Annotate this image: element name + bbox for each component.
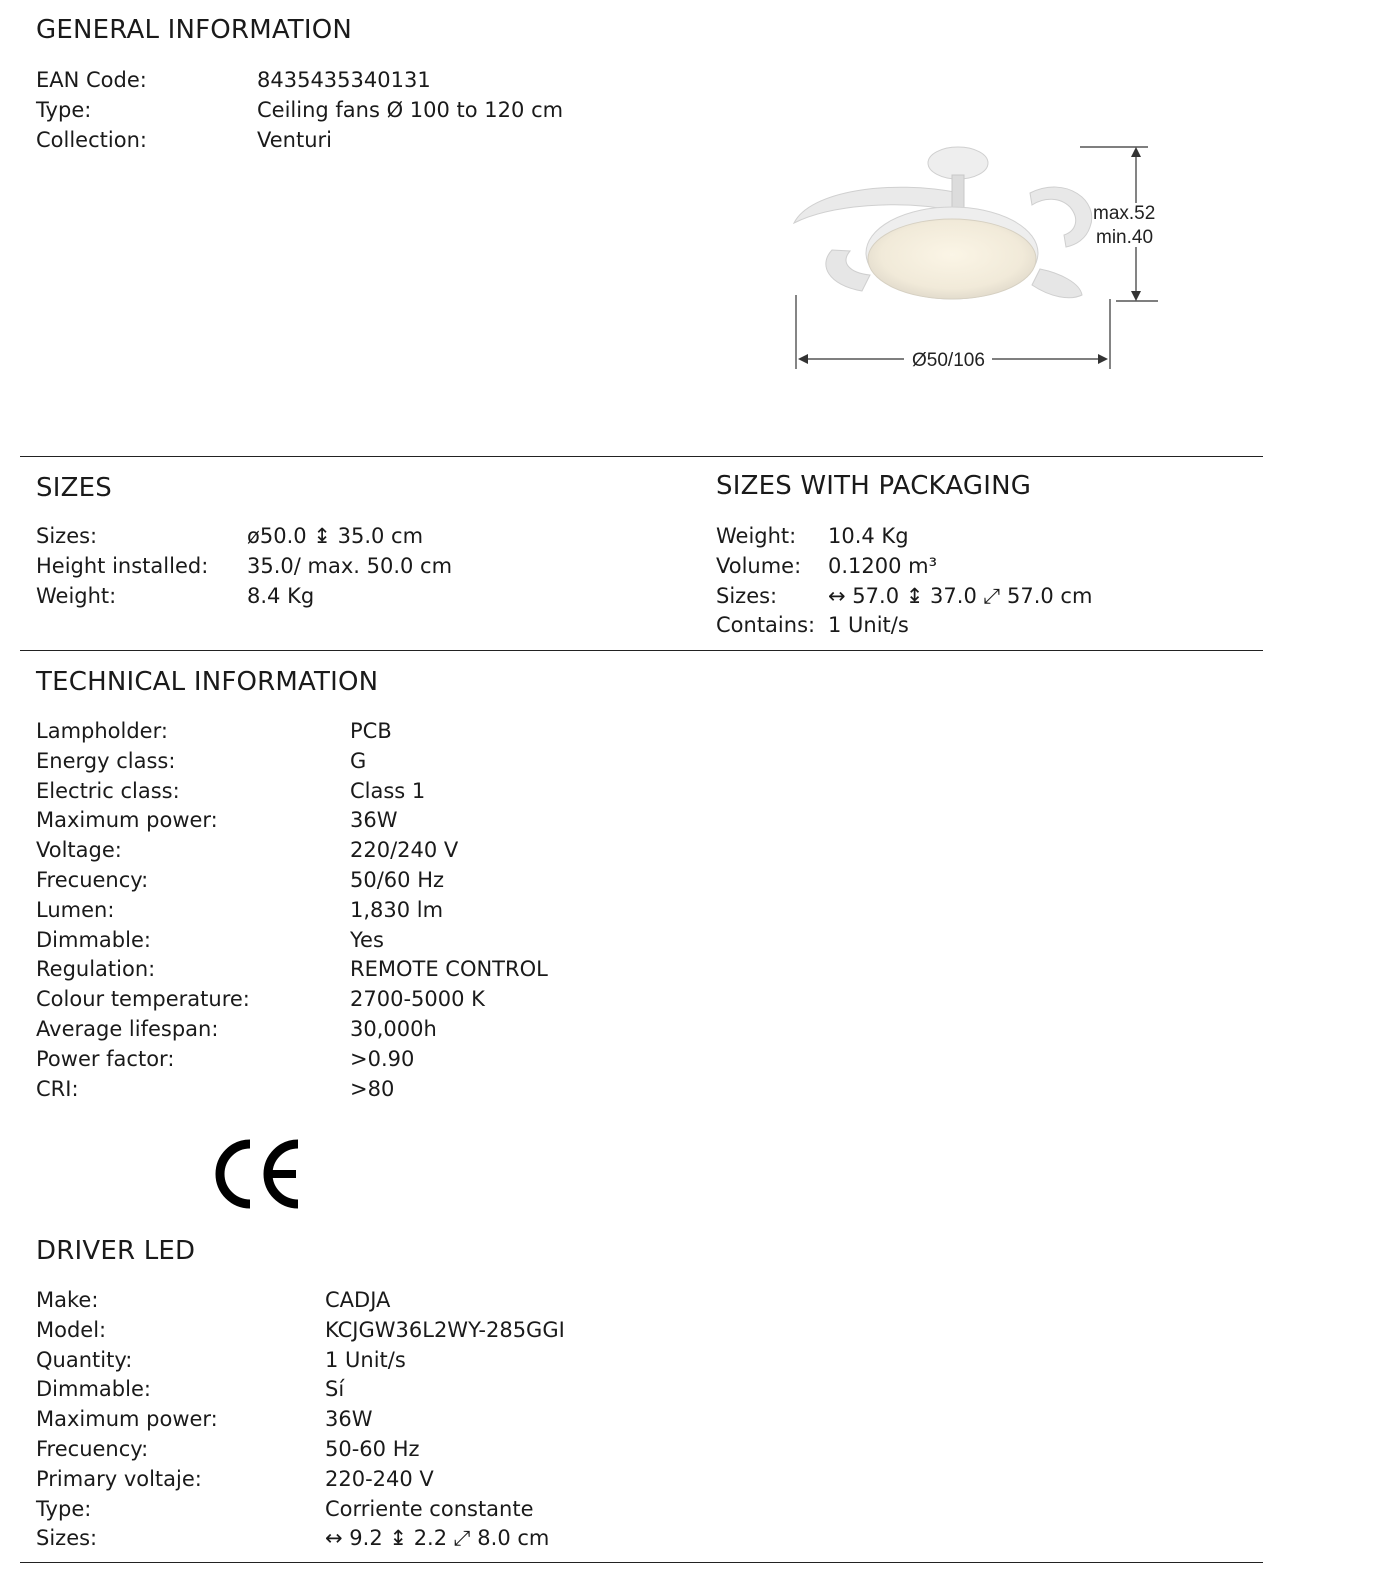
row-value: Class 1 [350,778,426,803]
diameter-label: Ø50/106 [912,350,985,371]
horizontal-arrow-icon: ↔ [325,1526,343,1551]
row-value: >80 [350,1076,395,1101]
row-value: 50/60 Hz [350,867,445,892]
row-value: 8435435340131 [257,68,431,92]
depth-value: 8.0 cm [477,1526,550,1551]
diagonal-arrow-icon: ⤢ [983,583,1001,608]
diagonal-arrow-icon: ⤢ [453,1526,471,1551]
general-information-heading: GENERAL INFORMATION [36,15,353,45]
width-value: 57.0 [852,583,900,608]
row-value: 35.0/ max. 50.0 cm [247,553,453,578]
table-row [36,866,736,896]
table-row [36,1015,736,1045]
height-value: 35.0 cm [337,524,424,548]
row-label: Sizes: [36,1526,98,1551]
min-height-label: min.40 [1096,227,1154,248]
row-label: Frecuency: [36,867,149,892]
table-row [36,926,736,956]
height-value: 37.0 [930,583,977,608]
row-label: Lampholder: [36,719,168,743]
row-label: Volume: [716,553,802,578]
table-row [36,747,736,777]
table-row [716,522,1256,552]
sizes-table [36,522,676,611]
packaging-table [716,522,1256,641]
table-row [36,582,676,612]
row-label: EAN Code: [36,68,147,92]
row-value: Corriente constante [325,1496,534,1521]
row-label: Sizes: [716,583,778,608]
ce-mark-icon [212,1138,304,1210]
row-label: Lumen: [36,897,115,922]
row-label: Weight: [36,583,117,608]
vertical-arrow-icon: ↨ [313,524,331,548]
row-label: Quantity: [36,1347,133,1372]
row-value: REMOTE CONTROL [350,957,548,982]
vertical-arrow-icon: ↨ [905,583,924,608]
row-value: G [350,748,367,773]
table-row [716,552,1256,582]
table-row [36,896,736,926]
row-value: 36W [350,808,398,833]
row-label: Collection: [36,127,147,152]
row-label: Type: [36,1496,92,1521]
row-value: >0.90 [350,1046,415,1071]
row-value: 8.4 Kg [247,583,315,608]
row-label: Dimmable: [36,1377,151,1402]
table-row [36,1465,736,1495]
table-row [36,66,736,96]
row-label: Weight: [716,524,797,548]
row-value: Yes [350,927,384,952]
row-value: 220/240 V [350,838,459,863]
row-label: Voltage: [36,838,122,863]
row-value: 50-60 Hz [325,1436,420,1461]
fan-dimension-diagram [770,135,1190,385]
table-row [36,522,676,552]
row-label: Type: [36,97,92,122]
table-row [716,582,1256,612]
height-value: 2.2 [413,1526,448,1551]
row-value: Ceiling fans Ø 100 to 120 cm [257,97,564,122]
table-row [36,717,736,747]
table-row [36,1286,736,1316]
table-row [36,955,736,985]
row-label: CRI: [36,1076,79,1101]
row-value: 1,830 lm [350,897,444,922]
row-value: 2700-5000 K [350,987,485,1012]
row-label: Power factor: [36,1046,175,1071]
row-label: Colour temperature: [36,987,250,1012]
table-row [716,611,1256,641]
max-height-label: max.52 [1093,203,1156,224]
table-row [36,806,736,836]
row-label: Dimmable: [36,927,151,952]
row-value: 1 Unit/s [325,1347,406,1372]
row-label: Electric class: [36,778,180,803]
table-row [36,1524,736,1554]
table-row [36,1316,736,1346]
diameter-value: ø50.0 [247,524,307,548]
driver-led-table [36,1286,736,1554]
row-value: 1 Unit/s [828,613,909,638]
row-label: Make: [36,1288,99,1312]
section-divider [20,1562,1263,1563]
table-row [36,1405,736,1435]
row-value: 220-240 V [325,1466,434,1491]
row-label: Contains: [716,613,816,638]
sizes-heading: SIZES [36,473,112,503]
table-row [36,1495,736,1525]
row-value: Sí [325,1377,345,1402]
horizontal-arrow-icon: ↔ [828,583,846,608]
row-value: CADJA [325,1288,391,1312]
row-label: Regulation: [36,957,156,982]
row-value: 30,000h [350,1016,437,1041]
table-row [36,126,736,156]
table-row [36,1075,736,1105]
row-value [828,582,1092,612]
row-label: Sizes: [36,524,98,548]
table-row [36,96,736,126]
table-row [36,552,676,582]
row-label: Primary voltaje: [36,1466,202,1491]
row-value [247,522,423,552]
depth-value: 57.0 cm [1007,583,1093,608]
row-label: Model: [36,1317,107,1342]
row-value: KCJGW36L2WY-285GGI [325,1317,565,1342]
row-label: Maximum power: [36,808,218,833]
row-value: 10.4 Kg [828,524,909,548]
row-label: Maximum power: [36,1407,218,1432]
row-value: 36W [325,1407,373,1432]
fan-illustration [794,147,1092,299]
packaging-heading: SIZES WITH PACKAGING [716,471,1032,501]
row-value: PCB [350,719,392,743]
width-value: 9.2 [349,1526,383,1551]
vertical-arrow-icon: ↨ [389,1526,407,1551]
general-information-table [36,66,736,155]
row-label: Energy class: [36,748,176,773]
table-row [36,985,736,1015]
table-row [36,836,736,866]
technical-information-heading: TECHNICAL INFORMATION [36,667,379,697]
table-row [36,777,736,807]
driver-led-heading: DRIVER LED [36,1236,196,1266]
table-row [36,1375,736,1405]
table-row [36,1435,736,1465]
section-divider [20,456,1263,457]
section-divider [20,650,1263,651]
table-row [36,1045,736,1075]
technical-information-table [36,717,736,1104]
table-row [36,1346,736,1376]
row-label: Height installed: [36,553,209,578]
row-label: Frecuency: [36,1436,149,1461]
row-value [325,1524,549,1554]
row-value: Venturi [257,127,332,152]
row-label: Average lifespan: [36,1016,219,1041]
row-value: 0.1200 m³ [828,553,938,578]
